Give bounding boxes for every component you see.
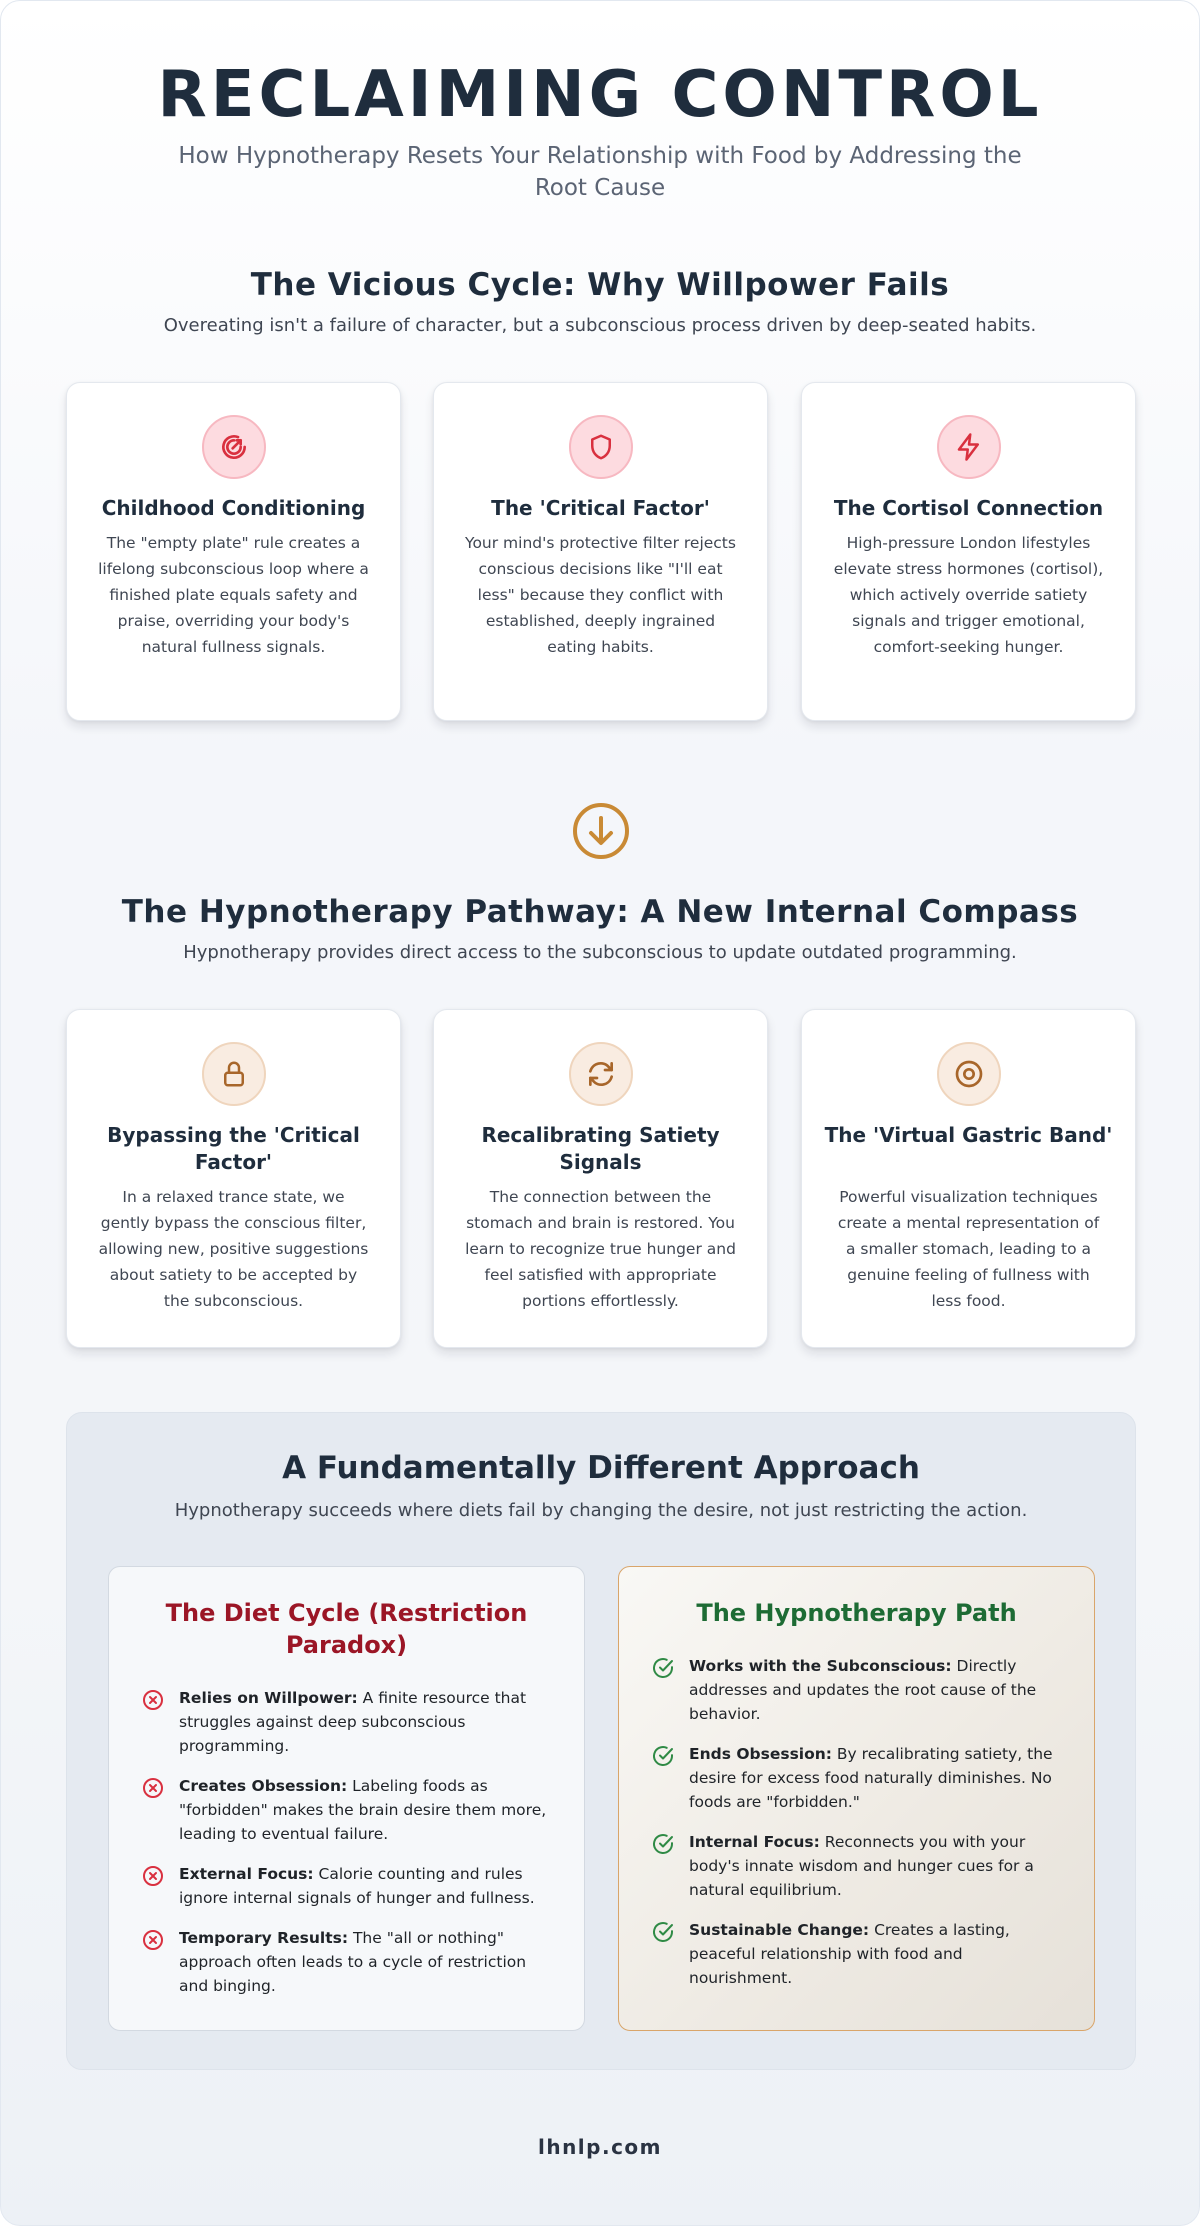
card-title: The 'Critical Factor' bbox=[491, 496, 710, 520]
item-label: External Focus: bbox=[179, 1865, 314, 1883]
page-title: RECLAIMING CONTROL bbox=[157, 58, 1043, 132]
x-circle-icon bbox=[141, 1776, 165, 1800]
list-item bbox=[141, 1926, 558, 1998]
cycle-cards bbox=[66, 382, 1136, 721]
hypnotherapy-path-title: The Hypnotherapy Path bbox=[696, 1599, 1017, 1627]
check-circle-icon bbox=[651, 1832, 675, 1856]
item-label: Internal Focus: bbox=[689, 1833, 820, 1851]
refresh-icon bbox=[569, 1042, 633, 1106]
comparison-subtitle: Hypnotherapy succeeds where diets fail by changing the desire, not just restricting the action. bbox=[174, 1500, 1028, 1521]
comparison-panel bbox=[66, 1412, 1136, 2070]
list-item bbox=[651, 1654, 1068, 1726]
list-item bbox=[141, 1774, 558, 1846]
arrow-down-circle-icon bbox=[571, 801, 631, 861]
item-label: Ends Obsession: bbox=[689, 1745, 832, 1763]
childhood-cycle-icon bbox=[202, 415, 266, 479]
card-cortisol-connection bbox=[801, 382, 1136, 721]
check-circle-icon bbox=[651, 1920, 675, 1944]
card-title: Recalibrating Satiety Signals bbox=[481, 1123, 720, 1174]
item-description: By recalibrating satiety, the desire for excess food naturally diminishes. No foods are "forbidden." bbox=[689, 1745, 1053, 1811]
card-title: Bypassing the 'Critical Factor' bbox=[107, 1123, 360, 1174]
card-text: Your mind's protective filter rejects conscious decisions like "I'll eat less" because they conflict with established, deeply ingrained eating habits. bbox=[465, 534, 736, 656]
card-bypassing-critical-factor bbox=[66, 1009, 401, 1348]
pathway-section-title: The Hypnotherapy Pathway: A New Internal Compass bbox=[121, 894, 1079, 930]
page-subtitle: How Hypnotherapy Resets Your Relationship with Food by Addressing the Root Cause bbox=[178, 143, 1022, 201]
x-circle-icon bbox=[141, 1688, 165, 1712]
comparison-title: A Fundamentally Different Approach bbox=[282, 1450, 920, 1486]
card-virtual-gastric-band bbox=[801, 1009, 1136, 1348]
item-label: Creates Obsession: bbox=[179, 1777, 348, 1795]
item-label: Relies on Willpower: bbox=[179, 1689, 358, 1707]
cycle-section-subtitle: Overeating isn't a failure of character, but a subconscious process driven by deep-seated habits. bbox=[163, 315, 1037, 336]
lightning-bolt-icon bbox=[937, 415, 1001, 479]
card-text: Powerful visualization techniques create a mental representation of a smaller stomach, leading to a genuine feeling of fullness with less food. bbox=[837, 1188, 1100, 1310]
item-description: The "all or nothing" approach often leads to a cycle of restriction and binging. bbox=[179, 1929, 527, 1995]
card-text: The connection between the stomach and brain is restored. You learn to recognize true hunger and feel satisfied with appropriate portions effortlessly. bbox=[465, 1188, 736, 1310]
item-description: Calorie counting and rules ignore internal signals of hunger and fullness. bbox=[179, 1865, 535, 1907]
card-critical-factor bbox=[433, 382, 768, 721]
card-text: In a relaxed trance state, we gently bypass the conscious filter, allowing new, positive suggestions about satiety to be accepted by the subconscious. bbox=[98, 1188, 369, 1310]
card-title: Childhood Conditioning bbox=[101, 496, 366, 520]
item-description: Reconnects you with your body's innate wisdom and hunger cues for a natural equilibrium. bbox=[689, 1833, 1034, 1899]
list-item bbox=[141, 1686, 558, 1758]
item-description: Labeling foods as "forbidden" makes the brain desire them more, leading to eventual failure. bbox=[179, 1777, 547, 1843]
diet-cycle-column bbox=[108, 1566, 585, 2031]
card-title: The Cortisol Connection bbox=[833, 496, 1104, 520]
target-ring-icon bbox=[937, 1042, 1001, 1106]
unlock-icon bbox=[202, 1042, 266, 1106]
hypnotherapy-path-column bbox=[618, 1566, 1095, 2031]
item-label: Temporary Results: bbox=[179, 1929, 349, 1947]
footer-site-name: lhnlp.com bbox=[537, 2135, 663, 2159]
item-description: Creates a lasting, peaceful relationship with food and nourishment. bbox=[689, 1921, 1010, 1987]
item-description: Directly addresses and updates the root cause of the behavior. bbox=[689, 1657, 1037, 1723]
list-item bbox=[651, 1918, 1068, 1990]
list-item bbox=[651, 1830, 1068, 1902]
card-text: The "empty plate" rule creates a lifelong subconscious loop where a finished plate equals safety and praise, overriding your body's natural fullness signals. bbox=[98, 534, 369, 656]
cycle-section-title: The Vicious Cycle: Why Willpower Fails bbox=[250, 267, 950, 303]
check-circle-icon bbox=[651, 1656, 675, 1680]
list-item bbox=[651, 1742, 1068, 1814]
list-item bbox=[141, 1862, 558, 1910]
card-text: High-pressure London lifestyles elevate stress hormones (cortisol), which actively override satiety signals and trigger emotional, comfort-seeking hunger. bbox=[833, 534, 1104, 656]
card-childhood-conditioning bbox=[66, 382, 401, 721]
pathway-section-subtitle: Hypnotherapy provides direct access to the subconscious to update outdated programming. bbox=[183, 942, 1017, 963]
card-title: The 'Virtual Gastric Band' bbox=[824, 1123, 1113, 1147]
item-label: Sustainable Change: bbox=[689, 1921, 870, 1939]
item-description: A finite resource that struggles against deep subconscious programming. bbox=[179, 1689, 527, 1755]
item-label: Works with the Subconscious: bbox=[689, 1657, 952, 1675]
check-circle-icon bbox=[651, 1744, 675, 1768]
card-recalibrating-satiety bbox=[433, 1009, 768, 1348]
x-circle-icon bbox=[141, 1864, 165, 1888]
x-circle-icon bbox=[141, 1928, 165, 1952]
pathway-cards bbox=[66, 1009, 1136, 1348]
diet-cycle-title: The Diet Cycle (Restriction Paradox) bbox=[165, 1599, 528, 1659]
shield-icon bbox=[569, 415, 633, 479]
